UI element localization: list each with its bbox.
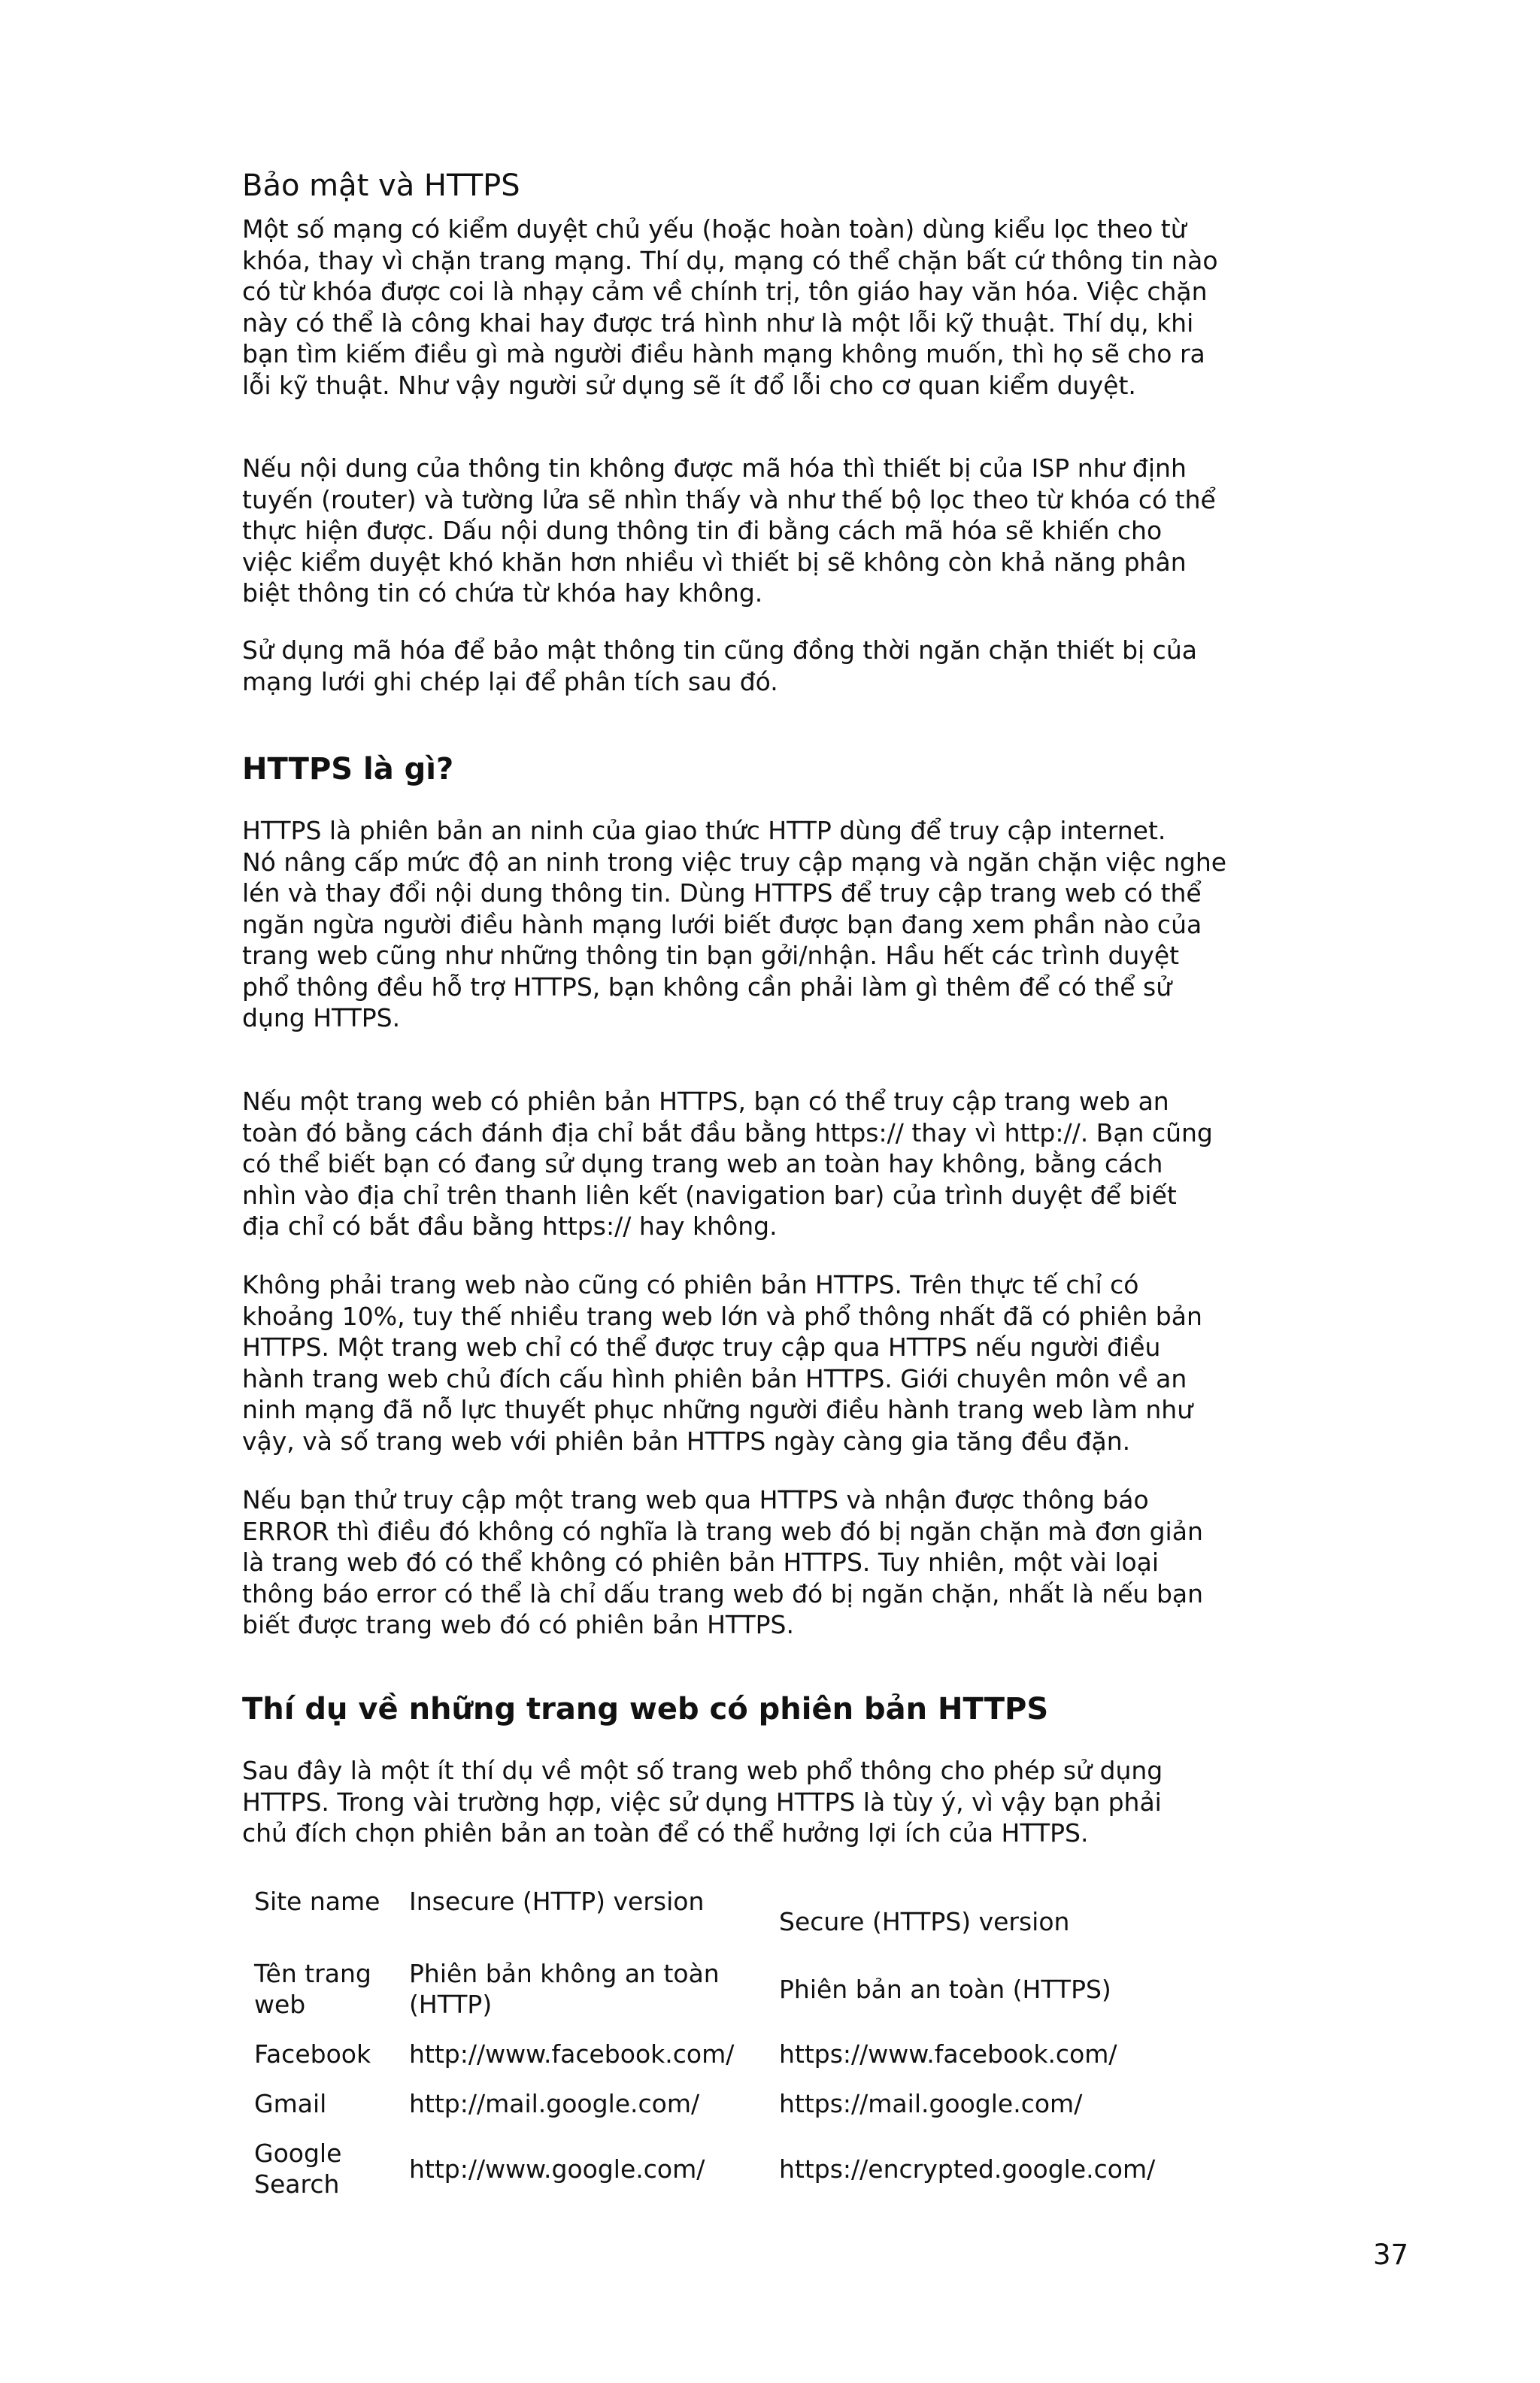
table-cell: Facebook (254, 2039, 371, 2069)
heading-https-what: HTTPS là gì? (242, 752, 454, 787)
paragraph-examples-intro: Sau đây là một ít thí dụ về một số trang web phổ thông cho phép sử dụng HTTPS. Trong vài trường hợp, việc sử dụng HTTPS là tùy ý, vì vậy bạn phải chủ đích chọn phiên bản an toàn để có thể hưởng lợi ích của HTTPS. (242, 1756, 1163, 1848)
table-row (242, 2029, 1211, 2078)
table-cell-link: https://www.facebook.com/ (779, 2039, 1117, 2069)
paragraph-keyword-filtering: Một số mạng có kiểm duyệt chủ yếu (hoặc hoàn toàn) dùng kiểu lọc theo từ khóa, thay vì chặn trang mạng. Thí dụ, mạng có thể chặn bất cứ thông tin nào có từ khóa được coi là nhạy cảm về chính trị, tôn giáo hay văn hóa. Việc chặn này có thể là công khai hay được trá hình như là một lỗi kỹ thuật. Thí dụ, khi bạn tìm kiếm điều gì mà người điều hành mạng không muốn, thì họ sẽ cho ra lỗi kỹ thuật. Như vậy người sử dụng sẽ ít đổ lỗi cho cơ quan kiểm duyệt. (242, 214, 1218, 400)
table-cell-link: https://mail.google.com/ (779, 2088, 1083, 2118)
table-cell: Phiên bản không an toàn (HTTP) (409, 1959, 720, 2019)
paragraph-https-access: Nếu một trang web có phiên bản HTTPS, bạn có thể truy cập trang web an toàn đó bằng cách đánh địa chỉ bắt đầu bằng https:// thay vì http://. Bạn cũng có thể biết bạn có đang sử dụng trang web an toàn hay không, bằng cách nhìn vào địa chỉ trên thanh liên kết (navigation bar) của trình duyệt để biết địa chỉ có bắt đầu bằng https:// hay không. (242, 1087, 1213, 1241)
heading-https-examples: Thí dụ về những trang web có phiên bản HTTPS (242, 1692, 1049, 1727)
paragraph-encryption-logging: Sử dụng mã hóa để bảo mật thông tin cũng đồng thời ngăn chặn thiết bị của mạng lưới ghi chép lại để phân tích sau đó. (242, 635, 1197, 696)
page-number: 37 (1373, 2239, 1409, 2271)
table-row (242, 2128, 1211, 2209)
table-cell: Tên trang web (254, 1959, 371, 2019)
https-sites-table (242, 1880, 1211, 2209)
table-cell: Site name (254, 1887, 380, 1916)
table-cell: Gmail (254, 2088, 327, 2118)
paragraph-https-definition: HTTPS là phiên bản an ninh của giao thức HTTP dùng để truy cập internet. Nó nâng cấp mức độ an ninh trong việc truy cập mạng và ngăn chặn việc nghe lén và thay đổi nội dung thông tin. Dùng HTTPS để truy cập trang web có thể ngăn ngừa người điều hành mạng lưới biết được bạn đang xem phần nào của trang web cũng như những thông tin bạn gởi/nhận. Hầu hết các trình duyệt phổ thông đều hỗ trợ HTTPS, bạn không cần phải làm gì thêm để có thể sử dụng HTTPS. (242, 816, 1227, 1032)
table-row (242, 1949, 1211, 2029)
table-cell-link: http://www.google.com/ (409, 2154, 705, 2184)
table-cell: Secure (HTTPS) version (779, 1906, 1070, 1936)
paragraph-encryption-content: Nếu nội dung của thông tin không được mã hóa thì thiết bị của ISP như định tuyến (router) và tường lửa sẽ nhìn thấy và như thế bộ lọc theo từ khóa có thể thực hiện được. Dấu nội dung thông tin đi bằng cách mã hóa sẽ khiến cho việc kiểm duyệt khó khăn hơn nhiều vì thiết bị sẽ không còn khả năng phân biệt thông tin có chứa từ khóa hay không. (242, 453, 1216, 608)
section-title: Bảo mật và HTTPS (242, 168, 520, 203)
table-row (242, 2078, 1211, 2128)
paragraph-https-availability: Không phải trang web nào cũng có phiên bản HTTPS. Trên thực tế chỉ có khoảng 10%, tuy thế nhiều trang web lớn và phổ thông nhất đã có phiên bản HTTPS. Một trang web chỉ có thể được truy cập qua HTTPS nếu người điều hành trang web chủ đích cấu hình phiên bản HTTPS. Giới chuyên môn về an ninh mạng đã nỗ lực thuyết phục những người điều hành trang web làm như vậy, và số trang web với phiên bản HTTPS ngày càng gia tăng đều đặn. (242, 1270, 1202, 1456)
table-cell-link: http://www.facebook.com/ (409, 2039, 735, 2069)
table-cell-link: https://encrypted.google.com/ (779, 2154, 1156, 2184)
table-cell-link: http://mail.google.com/ (409, 2088, 700, 2118)
paragraph-https-error: Nếu bạn thử truy cập một trang web qua HTTPS và nhận được thông báo ERROR thì điều đó không có nghĩa là trang web đó bị ngăn chặn mà đơn giản là trang web đó có thể không có phiên bản HTTPS. Tuy nhiên, một vài loại thông báo error có thể là chỉ dấu trang web đó bị ngăn chặn, nhất là nếu bạn biết được trang web đó có phiên bản HTTPS. (242, 1485, 1204, 1639)
table-row (242, 1880, 1211, 1949)
table-cell: Insecure (HTTP) version (409, 1887, 705, 1916)
table-cell: Google Search (254, 2139, 342, 2199)
table-cell: Phiên bản an toàn (HTTPS) (779, 1974, 1111, 2004)
